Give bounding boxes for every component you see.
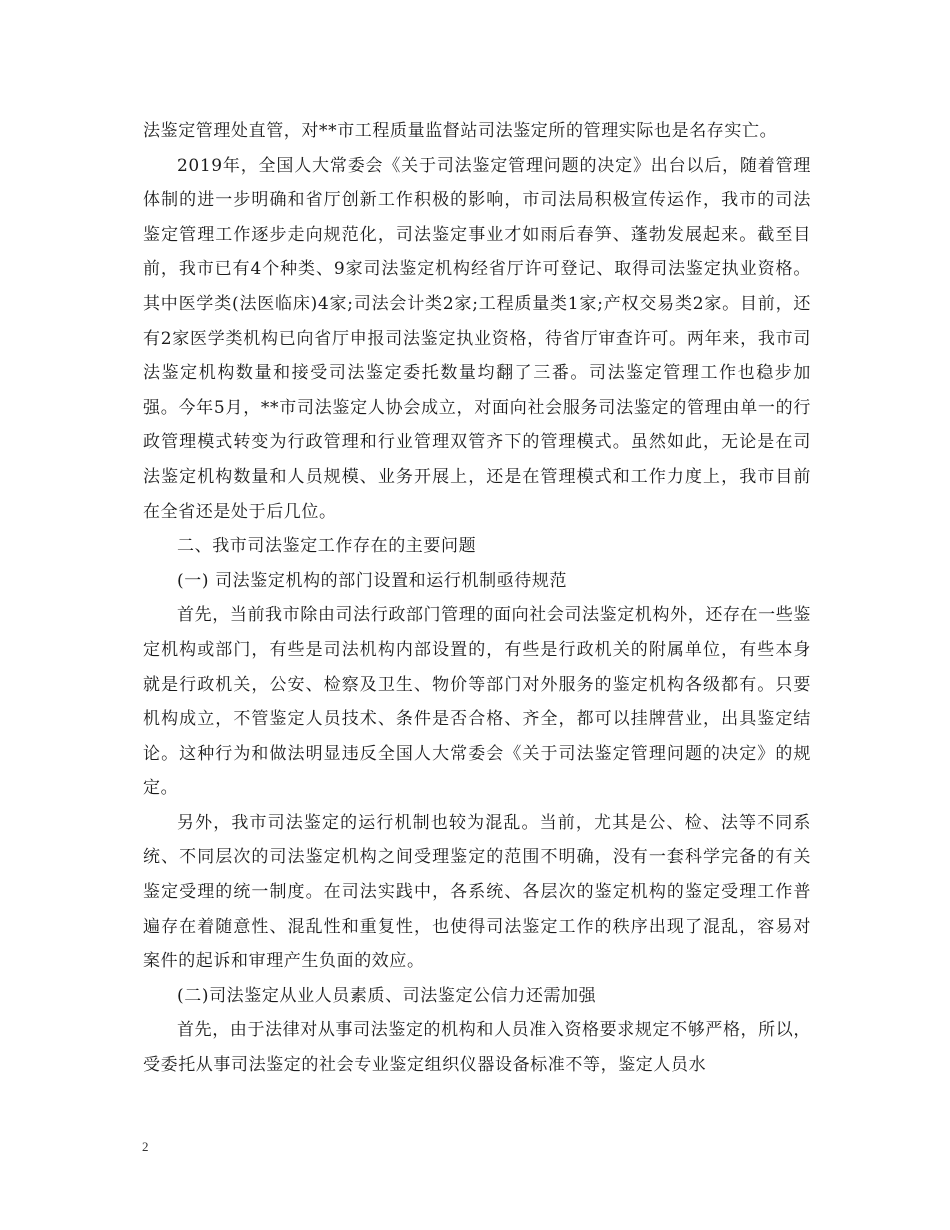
paragraph-operating-mechanism: 另外，我市司法鉴定的运行机制也较为混乱。当前，尤其是公、检、法等不同系统、不同层次的司法鉴定机构之间受理鉴定的范围不明确，没有一套科学完备的有关鉴定受理的统一制度。在司法实践中，各系统、各层次的鉴定机构的鉴定受理工作普遍存在着随意性、混乱性和重复性，也使得司法鉴定工作的秩序出现了混乱，容易对案件的起诉和审理产生负面的效应。 [143, 812, 811, 972]
section-heading-problems: 二、我市司法鉴定工作存在的主要问题 [177, 536, 477, 557]
page-number: 2 [142, 1139, 149, 1154]
subsection-heading-2: (二)司法鉴定从业人员素质、司法鉴定公信力还需加强 [177, 985, 597, 1006]
paragraph-continuation: 法鉴定管理处直管，对**市工程质量监督站司法鉴定所的管理实际也是名存实亡。 [143, 121, 778, 141]
paragraph-background: 2019年，全国人大常委会《关于司法鉴定管理问题的决定》出台以后，随着管理体制的进一步明确和省厅创新工作积极的影响，市司法局积极宣传运作，我市的司法鉴定管理工作逐步走向规范化，司法鉴定事业才如雨后春笋、蓬勃发展起来。截至目前，我市已有4个种类、9家司法鉴定机构经省厅许可登记、取得司法鉴定执业资格。其中医学类(法医临床)4家;司法会计类2家;工程质量类1家;产权交易类2家。目前，还有2家医学类机构已向省厅申报司法鉴定执业资格，待省厅审查许可。两年来，我市司法鉴定机构数量和接受司法鉴定委托数量均翻了三番。司法鉴定管理工作也稳步加强。今年5月，**市司法鉴定人协会成立，对面向社会服务司法鉴定的管理由单一的行政管理模式转变为行政管理和行业管理双管齐下的管理模式。虽然如此，无论是在司法鉴定机构数量和人员规模、业务开展上，还是在管理模式和工作力度上，我市目前在全省还是处于后几位。 [143, 155, 811, 522]
paragraph-first-issue: 首先，当前我市除由司法行政部门管理的面向社会司法鉴定机构外，还存在一些鉴定机构或部门，有些是司法机构内部设置的，有些是行政机关的附属单位，有些本身就是行政机关，公安、检察及卫生、物价等部门对外服务的鉴定机构各级都有。只要机构成立，不管鉴定人员技术、条件是否合格、齐全，都可以挂牌营业，出具鉴定结论。这种行为和做法明显违反全国人大常委会《关于司法鉴定管理问题的决定》的规定。 [143, 605, 811, 799]
paragraph-personnel-quality: 首先，由于法律对从事司法鉴定的机构和人员准入资格要求规定不够严格，所以，受委托从事司法鉴定的社会专业鉴定组织仪器设备标准不等，鉴定人员水 [143, 1020, 811, 1076]
document-body [143, 114, 811, 1083]
subsection-heading-1: (一) 司法鉴定机构的部门设置和运行机制亟待规范 [177, 570, 568, 591]
